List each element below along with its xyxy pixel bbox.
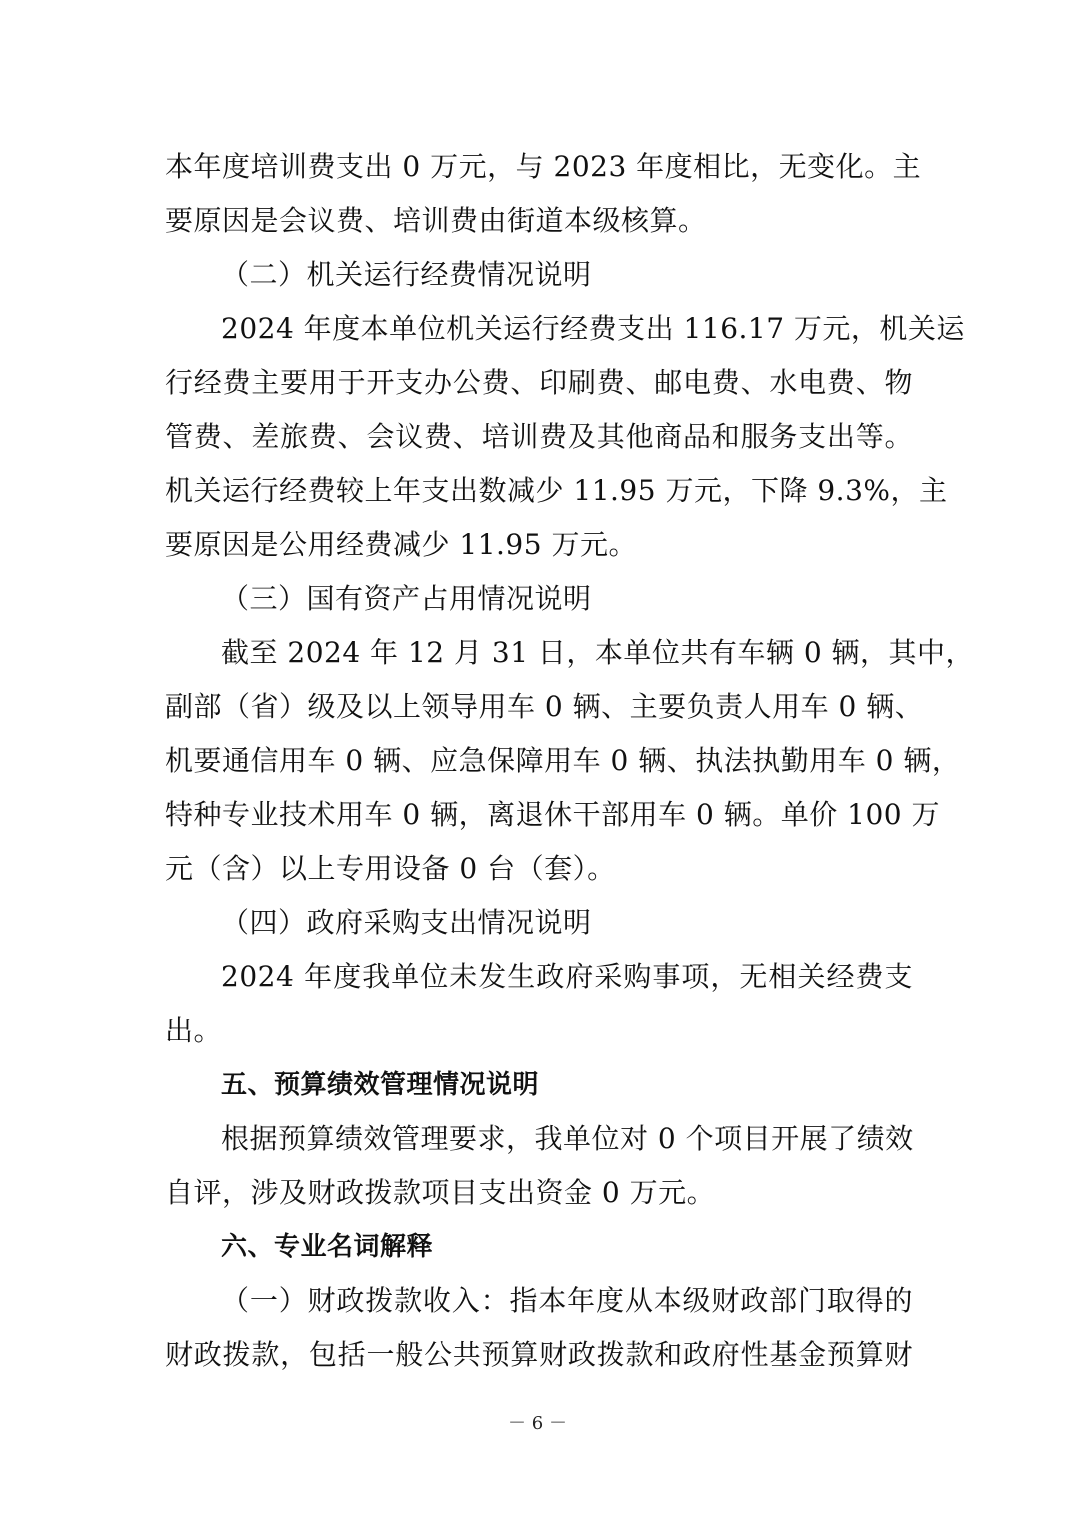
paragraph-line: 自评，涉及财政拨款项目支出资金 0 万元。	[165, 1176, 716, 1209]
paragraph-line: 截至 2024 年 12 月 31 日，本单位共有车辆 0 辆，其中，	[221, 636, 975, 669]
paragraph-line: （一）财政拨款收入：指本年度从本级财政部门取得的	[221, 1284, 913, 1317]
document-body	[165, 140, 975, 1382]
paragraph-line: 管费、差旅费、会议费、培训费及其他商品和服务支出等。	[165, 420, 913, 453]
paragraph-line: 机关运行经费较上年支出数减少 11.95 万元，下降 9.3%，主	[165, 474, 948, 507]
paragraph-line: 元（含）以上专用设备 0 台（套）。	[165, 852, 616, 885]
paragraph-line: 副部（省）级及以上领导用车 0 辆、主要负责人用车 0 辆、	[165, 690, 924, 723]
section-heading: 五、预算绩效管理情况说明	[221, 1070, 540, 1100]
paragraph-line: 财政拨款，包括一般公共预算财政拨款和政府性基金预算财	[165, 1338, 913, 1371]
section-heading: 六、专业名词解释	[221, 1232, 434, 1262]
page-number: － 6 －	[508, 1413, 567, 1434]
paragraph-line: 2024 年度我单位未发生政府采购事项，无相关经费支	[221, 960, 913, 993]
paragraph-line: 根据预算绩效管理要求，我单位对 0 个项目开展了绩效	[221, 1122, 914, 1155]
paragraph-line: 本年度培训费支出 0 万元，与 2023 年度相比，无变化。主	[165, 150, 922, 183]
paragraph-line: 要原因是公用经费减少 11.95 万元。	[165, 528, 637, 561]
paragraph-line: 特种专业技术用车 0 辆，离退休干部用车 0 辆。单价 100 万	[165, 798, 940, 831]
paragraph-line: 出。	[165, 1014, 223, 1047]
subsection-heading: （四）政府采购支出情况说明	[221, 906, 592, 939]
paragraph-line: 机要通信用车 0 辆、应急保障用车 0 辆、执法执勤用车 0 辆，	[165, 744, 961, 777]
paragraph-line: 要原因是会议费、培训费由街道本级核算。	[165, 204, 707, 237]
paragraph-line: 行经费主要用于开支办公费、印刷费、邮电费、水电费、物	[165, 366, 913, 399]
subsection-heading: （三）国有资产占用情况说明	[221, 582, 592, 615]
subsection-heading: （二）机关运行经费情况说明	[221, 258, 592, 291]
paragraph-line: 2024 年度本单位机关运行经费支出 116.17 万元，机关运	[221, 312, 965, 345]
